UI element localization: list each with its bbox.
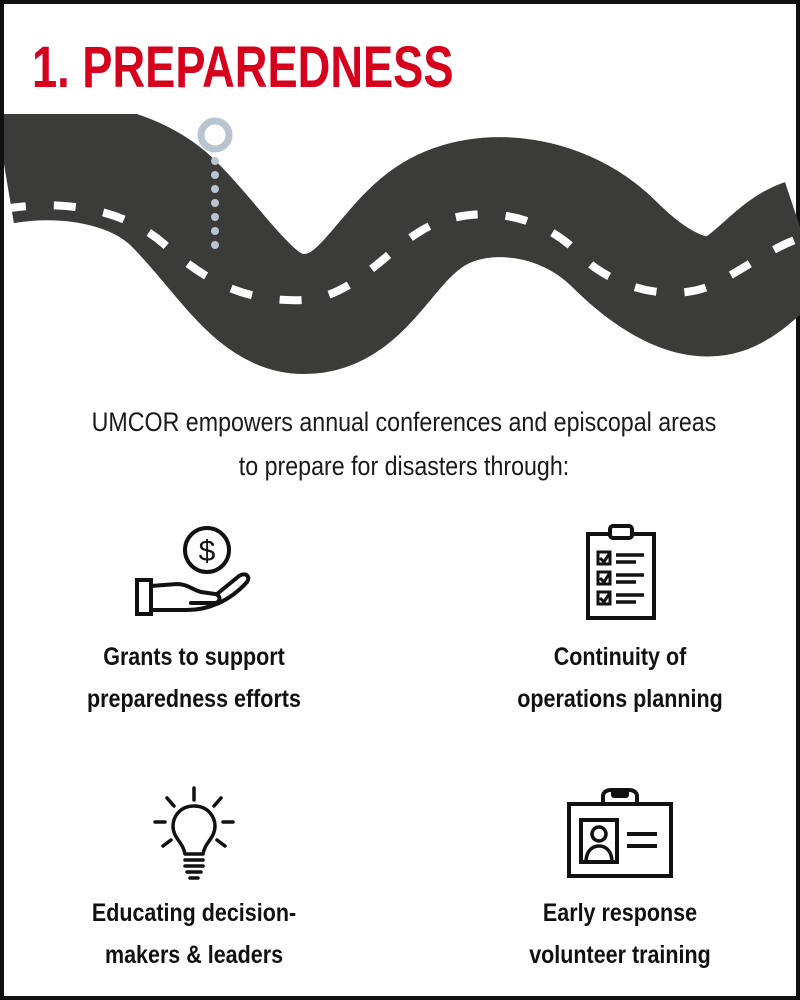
item-label xyxy=(14,636,374,720)
svg-text:$: $ xyxy=(198,535,216,568)
intro-text xyxy=(4,400,800,488)
item-early-response xyxy=(440,784,800,976)
item-label-line-1: Educating decision- xyxy=(91,899,297,927)
item-label xyxy=(440,892,800,976)
money-hand-icon xyxy=(129,524,259,624)
item-label-line-2: volunteer training xyxy=(529,941,711,969)
item-continuity xyxy=(440,524,800,720)
intro-line-1: UMCOR empowers annual conferences and episcopal areas xyxy=(91,407,717,437)
item-label xyxy=(440,636,800,720)
item-educating xyxy=(14,784,374,976)
road-illustration xyxy=(4,114,800,374)
lightbulb-icon xyxy=(149,784,239,884)
intro-line-2: to prepare for disasters through: xyxy=(238,451,570,481)
item-label-line-1: Continuity of xyxy=(553,643,687,671)
road-shape xyxy=(4,160,800,314)
item-label-line-2: makers & leaders xyxy=(104,941,284,969)
page-title: 1. PREPAREDNESS xyxy=(32,35,454,100)
item-label-line-1: Grants to support xyxy=(103,643,285,671)
item-label xyxy=(14,892,374,976)
checklist-clipboard-icon xyxy=(580,524,660,624)
item-label-line-2: preparedness efforts xyxy=(87,685,301,713)
item-label-line-2: operations planning xyxy=(517,685,723,713)
item-grants xyxy=(14,524,374,720)
id-badge-icon xyxy=(565,784,675,884)
item-label-line-1: Early response xyxy=(542,899,698,927)
